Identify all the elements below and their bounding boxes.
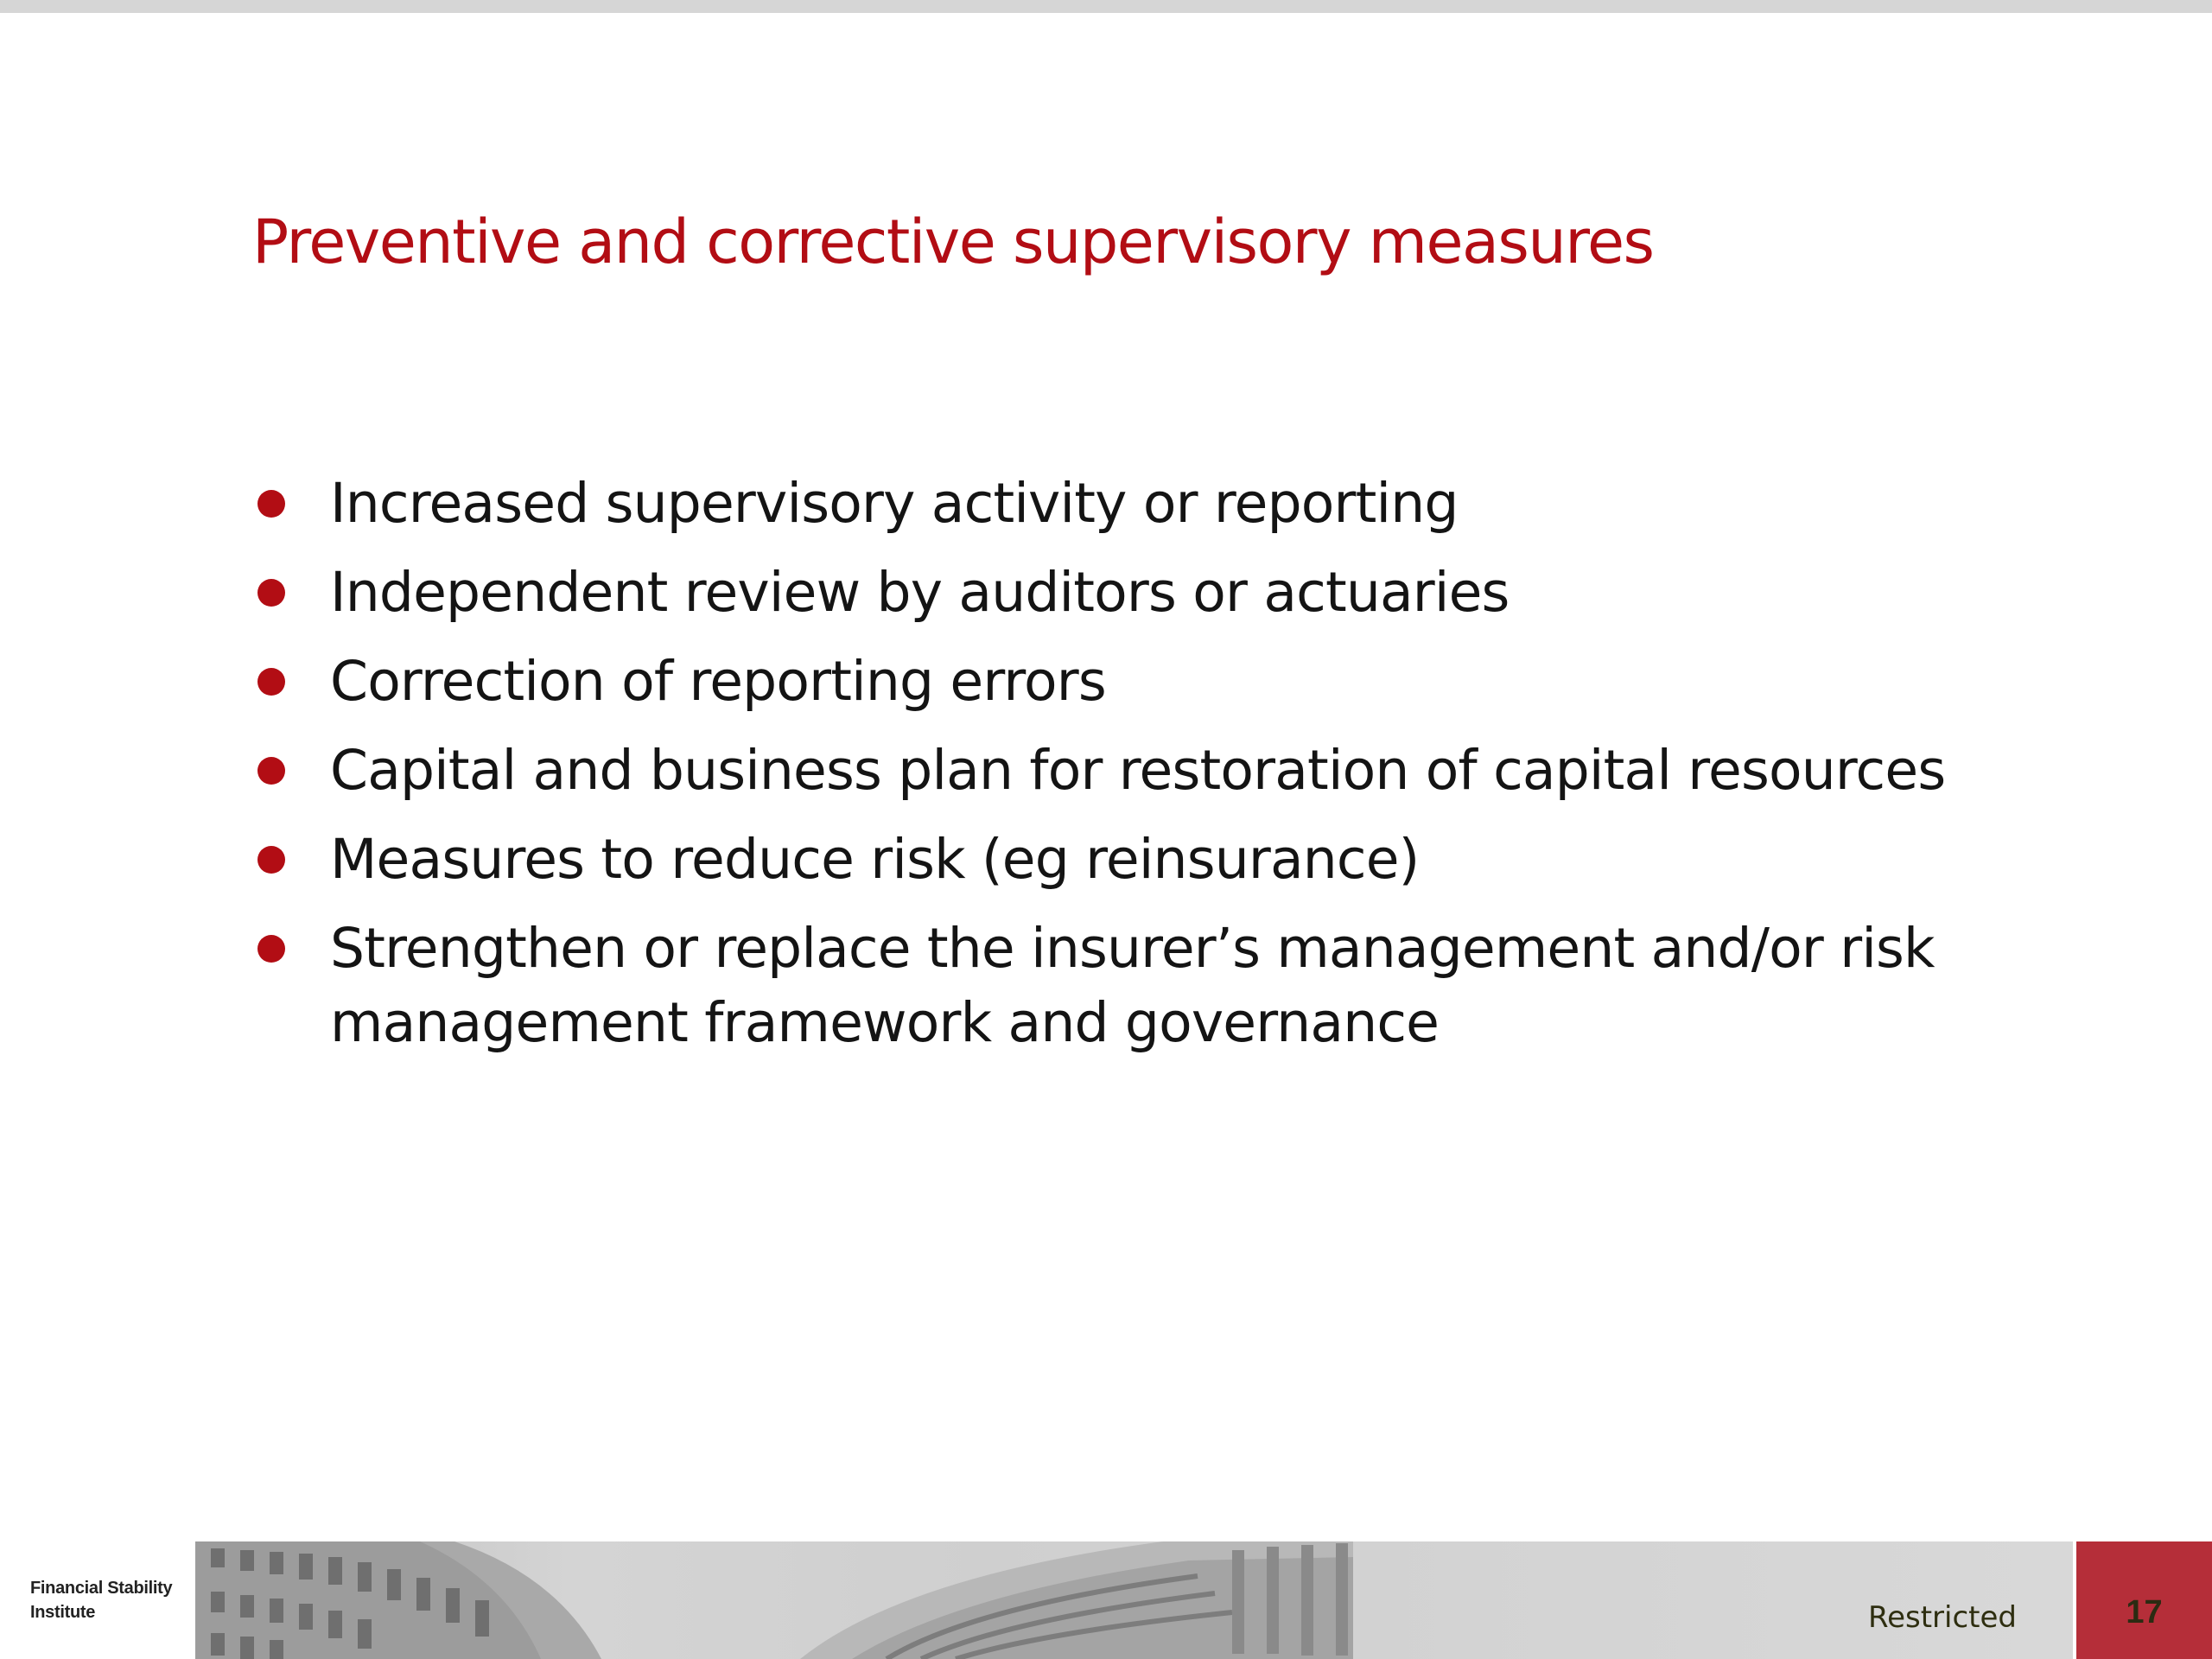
bullet-icon (257, 846, 285, 874)
building-photo-icon (195, 1541, 2073, 1659)
institute-logo (0, 1541, 195, 1659)
list-item (251, 645, 2065, 719)
logo-line-2: Institute (30, 1603, 96, 1622)
list-item (251, 556, 2065, 630)
slide-title: Preventive and corrective supervisory measures (252, 207, 1654, 277)
footer-banner-image (195, 1541, 2073, 1659)
bullet-list (251, 467, 2065, 1075)
bullet-icon (257, 490, 285, 518)
list-item (251, 734, 2065, 808)
bullet-icon (257, 579, 285, 607)
slide-footer (0, 1541, 2212, 1659)
classification-label: Restricted (1867, 1600, 2017, 1635)
logo-text (30, 1576, 172, 1624)
top-decorative-strip (0, 0, 2212, 13)
bullet-icon (257, 668, 285, 696)
bullet-text: Capital and business plan for restoration of capital resources (330, 739, 1946, 802)
bullet-text: Strengthen or replace the insurer’s management and/or risk management framework and governance (330, 917, 1935, 1054)
page-number: 17 (2126, 1594, 2163, 1630)
page-number-box (2076, 1541, 2212, 1659)
bullet-text: Increased supervisory activity or reporting (330, 472, 1459, 535)
list-item (251, 823, 2065, 897)
bullet-text: Measures to reduce risk (eg reinsurance) (330, 828, 1420, 891)
logo-line-1: Financial Stability (30, 1579, 173, 1598)
bullet-icon (257, 757, 285, 785)
list-item (251, 467, 2065, 541)
bullet-icon (257, 935, 285, 963)
bullet-text: Independent review by auditors or actuaries (330, 561, 1510, 624)
list-item (251, 912, 2065, 1060)
bullet-text: Correction of reporting errors (330, 650, 1106, 713)
